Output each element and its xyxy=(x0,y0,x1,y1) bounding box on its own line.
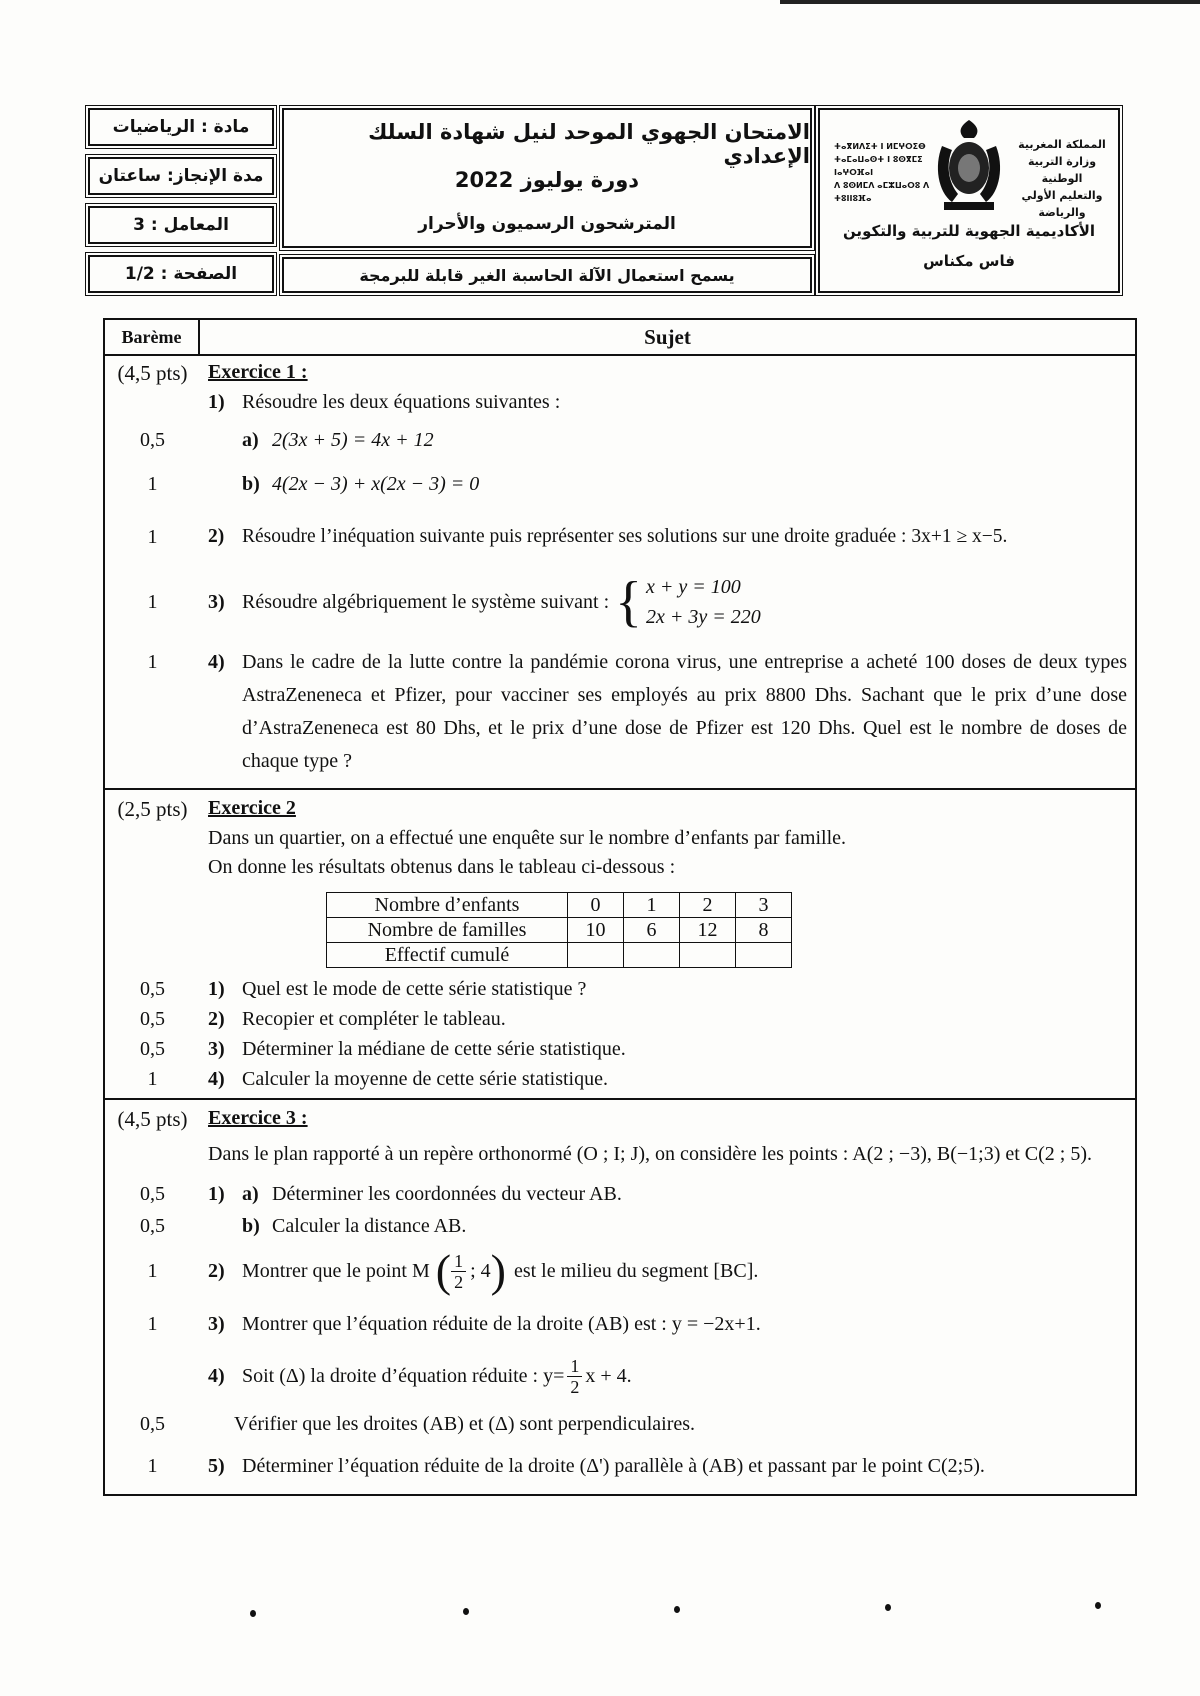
academy-name: الأكاديمية الجهوية للتربية والتكوين xyxy=(842,222,1096,240)
ex1-q1a: 2(3x + 5) = 4x + 12 xyxy=(272,428,434,451)
ex2-q2: Recopier et compléter le tableau. xyxy=(242,1008,506,1030)
ex3-q4-fraction: $\frac{1}{2}$ xyxy=(567,1356,582,1397)
ex1-q3: Résoudre algébriquement le système suivant : xyxy=(242,590,610,613)
exercise-2: (2,5 pts) Exercice 2 Dans un quartier, on a effectué une enquête sur le nombre d’enfants par famille. On donne les résultats obtenus dans le tableau ci-dessous : Nombre d’enfants 0 1 2 3 Nombre de familles 10 6 12 8 Effectif cumulé 0,5 1) Quel est le mode de cette série statistique ? 0,5 2) Recopier et compléter le tableau. 0,5 3) Déterminer la médiane de cette série statistique. 1 4) Calculer la moyenne de cette série statistique. xyxy=(104,789,1136,1099)
footer-dot xyxy=(674,1606,680,1613)
ex1-q1b: 4(2x − 3) + x(2x − 3) = 0 xyxy=(272,472,480,495)
scan-edge xyxy=(780,0,1200,4)
footer-dot xyxy=(1095,1602,1101,1609)
exam-title-box xyxy=(282,108,812,248)
subject-box: مادة : الرياضيات xyxy=(88,108,274,146)
calculator-note-box: يسمح استعمال الآلة الحاسبة الغير قابلة للبرمجة xyxy=(282,257,812,293)
col-sujet-header: Sujet xyxy=(199,319,1136,355)
tifinagh-block: ⵜⴰⴳⵍⴷⵉⵜ ⵏ ⵍⵎⵖⵔⵉⴱ ⵜⴰⵎⴰⵡⴰⵙⵜ ⵏ ⵓⵙⴳⵎⵉ ⵏⴰⵖⵔⴼⴰⵏ ⴷ ⵓⵙⵍⵎⴷ ⴰⵎⵣⵡⴰⵔⵓ ⴷ ⵜⵓⵏⵏⵓⴼⴰ xyxy=(834,142,930,203)
ex2-title: Exercice 2 xyxy=(208,797,296,819)
ex3-q2-fraction: 1 2 xyxy=(451,1251,466,1292)
coat-of-arms-icon xyxy=(930,116,1008,216)
ex2-intro-2: On donne les résultats obtenus dans le tableau ci-dessous : xyxy=(208,856,676,878)
ex1-q2-points: 1 xyxy=(147,525,158,548)
exercise-1: (4,5 pts) Exercice 1 : 1) Résoudre les deux équations suivantes : 0,5 a) 2(3x + 5) = 4x + 12 1 b) 4(2x − 3) + x(2x − 3) = 0 1 2) Résoudre l’inéquation suivante puis représenter ses solutions sur une droite graduée : 3x+1 ≥ x−5. 1 3) Résoudre algébriquement le système suivant : { x + y = 100 2x + 3y = 220 1 4) Dans le cadre de la lutte contre la pandémie corona virus, une entreprise a acheté 100 doses de deux types AstraZeneneca et Pfizer, pour vacciner ses employés au prix 8800 Dhs. Sachant que le prix d’une dose d’AstraZeneneca est 80 Dhs, et le prix d’une dose de Pfizer est 120 Dhs. Quel est le nombre de doses de chaque type ? xyxy=(104,355,1136,789)
ex3-q2-start: Montrer que le point M xyxy=(242,1259,430,1282)
ex1-q1: Résoudre les deux équations suivantes : xyxy=(242,391,561,413)
ex1-q1a-points: 0,5 xyxy=(140,428,165,451)
kingdom-arabic-block: المملكة المغربية وزارة التربية الوطنية والتعليم الأولي والرياضة xyxy=(1018,138,1106,219)
ex2-q4: Calculer la moyenne de cette série statistique. xyxy=(242,1068,608,1090)
ex3-q3: Montrer que l’équation réduite de la droite (AB) est : y = −2x+1. xyxy=(242,1312,761,1335)
ex3-q1a: Déterminer les coordonnées du vecteur AB. xyxy=(272,1183,622,1205)
region-name: فاس مكناس xyxy=(923,252,1015,270)
exam-title: الامتحان الجهوي الموحد لنيل شهادة السلك الإعدادي xyxy=(368,120,810,168)
ex1-q3-points: 1 xyxy=(147,590,158,613)
ex2-points: (2,5 pts) xyxy=(117,797,188,821)
ex1-q2: Résoudre l’inéquation suivante puis représenter ses solutions sur une droite graduée : 3x+1 ≥ x−5. xyxy=(242,525,1008,547)
ex3-q4b: Vérifier que les droites (AB) et (Δ) sont perpendiculaires. xyxy=(234,1413,696,1435)
footer-dot xyxy=(463,1608,469,1615)
academy-box xyxy=(818,108,1120,293)
ex3-q4-start: Soit (Δ) la droite d’équation réduite : y= xyxy=(242,1364,565,1387)
ex1-q4-points: 1 xyxy=(147,651,158,673)
exercise-3: (4,5 pts) Exercice 3 : Dans le plan rapporté à un repère orthonormé (O ; I; J), on considère les points : A(2 ; −3), B(−1;3) et C(2 ; 5). 0,5 1) a) Déterminer les coordonnées du vecteur AB. 0,5 b) Calculer la distance AB. 1 2) Montrer que le point M ( 1 2 ; 4 ) est le milieu du segment [BC]. 1 3) Montrer que l’équation réduite de la droite (AB) est : y = −2x+1. 4) Soit (Δ) la droite d’équation réduite : y= $\frac{1}{2}$ x + 4. 0,5 Vérifier que les droites (AB) et (Δ) sont perpendiculaires. 1 5) Déterminer l’équation réduite de la droite (Δ') parallèle à (AB) et passant par le point C(2;5). xyxy=(104,1099,1136,1495)
ex1-q1b-points: 1 xyxy=(147,472,158,495)
ex2-intro-1: Dans un quartier, on a effectué une enquête sur le nombre d’enfants par famille. xyxy=(208,827,847,849)
ex2-q3: Déterminer la médiane de cette série statistique. xyxy=(242,1038,626,1060)
ex3-points: (4,5 pts) xyxy=(117,1107,188,1131)
ex1-q4: Dans le cadre de la lutte contre la pandémie corona virus, une entreprise a acheté 100 doses de deux types AstraZeneneca et Pfizer, pour vacciner ses employés au prix 8800 Dhs. Sachant que le prix d’une dose d’AstraZeneneca est 80 Dhs, et le prix d’une dose de Pfizer est 120 Dhs. Quel est le nombre de doses de chaque type ? xyxy=(242,651,1127,772)
page-box: الصفحة : 1/2 xyxy=(88,255,274,293)
session: دورة يوليوز 2022 xyxy=(454,168,640,192)
ex1-title: Exercice 1 : xyxy=(208,361,308,383)
ex2-q1: Quel est le mode de cette série statistique ? xyxy=(242,978,587,1000)
ex3-q1b: Calculer la distance AB. xyxy=(272,1215,467,1237)
ex1-points: (4,5 pts) xyxy=(117,361,188,385)
exam-table xyxy=(103,318,1137,1496)
candidates: المترشحون الرسميون والأحرار xyxy=(418,214,676,234)
coefficient-box: المعامل : 3 xyxy=(88,206,274,244)
ex1-q3-eq1: x + y = 100 xyxy=(646,576,741,598)
ex1-q3-eq2: 2x + 3y = 220 xyxy=(646,606,761,628)
ex3-q2-end: est le milieu du segment [BC]. xyxy=(513,1259,759,1282)
ex3-q5: Déterminer l’équation réduite de la droite (Δ') parallèle à (AB) et passant par le point C(2;5). xyxy=(242,1455,985,1477)
stat-table: Nombre d’enfants 0 1 2 3 Nombre de familles 10 6 12 8 Effectif cumulé xyxy=(326,892,792,968)
footer-dot xyxy=(250,1610,256,1617)
duration-box: مدة الإنجاز: ساعتان xyxy=(88,157,274,195)
col-bareme-header: Barème xyxy=(104,319,199,355)
footer-dot xyxy=(885,1604,891,1611)
system-brace: { xyxy=(615,571,643,633)
ex3-title: Exercice 3 : xyxy=(208,1107,308,1129)
ex3-intro: Dans le plan rapporté à un repère orthonormé (O ; I; J), on considère les points : A(2 ; −3), B(−1;3) et C(2 ; 5). xyxy=(208,1143,1093,1165)
